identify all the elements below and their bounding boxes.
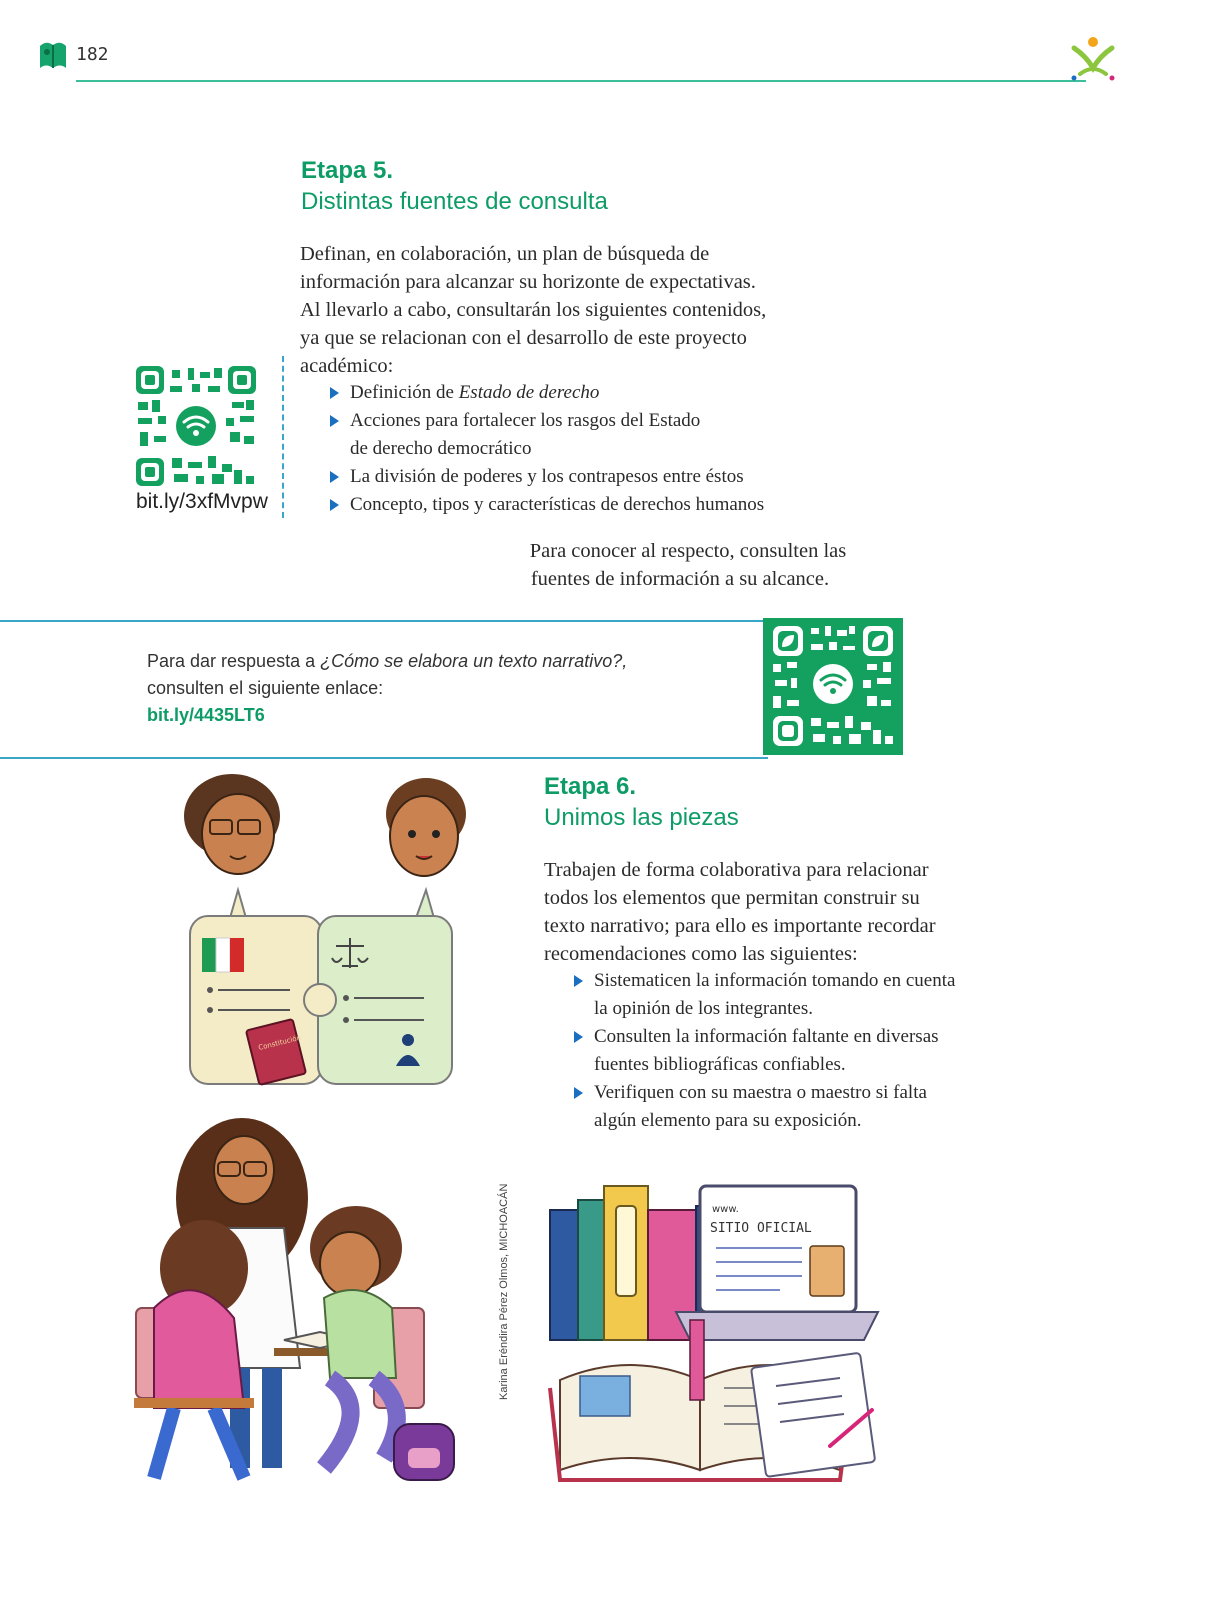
stage5-closing: Para conocer al respecto, consulten las fuentes de información a su alcance. <box>529 540 847 590</box>
flower-logo-icon <box>1066 34 1120 84</box>
list-item: Verifiquen con su maestra o maestro si falta algún elemento para su exposición. <box>570 1079 1010 1135</box>
screen-url: www. <box>712 1204 739 1215</box>
stage5-heading: Etapa 5. <box>301 157 394 184</box>
stage5-subheading: Distintas fuentes de consulta <box>301 188 608 215</box>
bullet-triangle-icon <box>330 471 339 483</box>
page-number: 182 <box>76 44 109 65</box>
bullet-triangle-icon <box>330 387 339 399</box>
qr-code-link[interactable] <box>763 618 903 755</box>
bullet-triangle-icon <box>574 1087 583 1099</box>
bullet-triangle-icon <box>330 499 339 511</box>
list-item: Sistematicen la información tomando en cuenta la opinión de los integrantes. <box>570 967 1010 1023</box>
stage6-intro: Trabajen de forma colaborativa para relacionar todos los elementos que permitan construir su texto narrativo; para ello es importante recordar recomendaciones como las siguientes: <box>544 859 936 965</box>
screen-title: SITIO OFICIAL <box>710 1221 812 1236</box>
illustration-students <box>134 1108 474 1493</box>
stage6-list <box>570 967 1010 1135</box>
qr-url-stage5[interactable]: bit.ly/3xfMvpw <box>136 490 268 513</box>
bullet-triangle-icon <box>574 975 583 987</box>
list-item: Concepto, tipos y características de derechos humanos <box>326 491 846 519</box>
stage5-list <box>326 379 846 519</box>
book-label: Constitución <box>257 1033 302 1052</box>
stage5-intro: Definan, en colaboración, un plan de búsqueda de información para alcanzar su horizonte de expectativas. Al llevarlo a cabo, consultarán los siguientes contenidos, ya que se relacionan con el desarrollo de este proyecto académico: <box>300 243 767 377</box>
qr-code-stage5[interactable] <box>136 366 256 486</box>
illustration-puzzle-bubble <box>180 768 470 1088</box>
link-band-text: Para dar respuesta a ¿Cómo se elabora un texto narrativo?, consulten el siguiente enlace: bit.ly/4435LT6 <box>147 648 747 729</box>
stage6-subheading: Unimos las piezas <box>544 804 739 831</box>
link-band-url[interactable]: bit.ly/4435LT6 <box>147 705 265 725</box>
bullet-triangle-icon <box>330 415 339 427</box>
illustration-study-desk <box>540 1150 890 1490</box>
dashed-divider <box>282 356 284 518</box>
bullet-triangle-icon <box>574 1031 583 1043</box>
book-logo-icon <box>36 38 70 74</box>
illustration-credit: Karina Eréndira Pérez Olmos, MICHOACÁN <box>498 1183 510 1400</box>
list-item: Consulten la información faltante en diversas fuentes bibliográficas confiables. <box>570 1023 1010 1079</box>
list-item: Acciones para fortalecer los rasgos del Estado de derecho democrático <box>326 407 846 463</box>
stage6-heading: Etapa 6. <box>544 773 637 800</box>
header-rule <box>76 80 1086 82</box>
list-item: La división de poderes y los contrapesos entre éstos <box>326 463 846 491</box>
list-item: Definición de Estado de derecho <box>326 379 846 407</box>
